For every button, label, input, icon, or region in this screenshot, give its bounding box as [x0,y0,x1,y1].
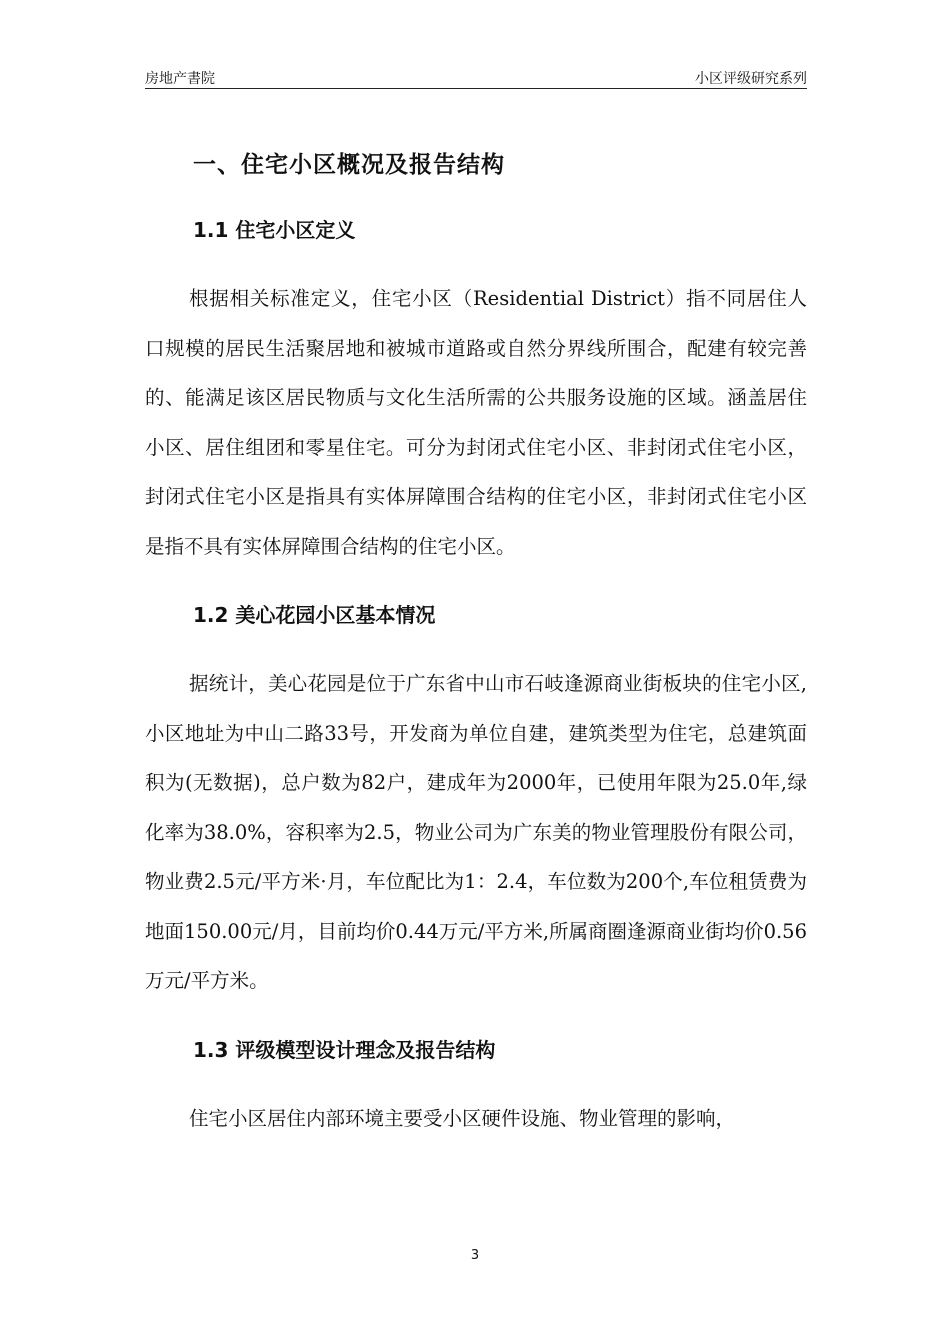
document-body [145,140,807,1143]
header-publisher: 房地产書院 [145,71,215,87]
header-series-title: 小区评级研究系列 [695,71,807,87]
section-heading-1-2: 1.2 美心花园小区基本情况 [193,603,436,627]
section-heading-1-1: 1.1 住宅小区定义 [193,218,356,242]
page-number: 3 [470,1248,480,1263]
section-paragraph-1-3: 住宅小区居住内部环境主要受小区硬件设施、物业管理的影响， [189,1106,736,1130]
section-paragraph-1-1: 根据相关标准定义，住宅小区（Residential District）指不同居住人口规模的居民生活聚居地和被城市道路或自然分界线所围合，配建有较完善的、能满足该区居民物质与文化生活所需的公共服务设施的区域。涵盖居住小区、居住组团和零星住宅。可分为封闭式住宅小区、非封闭式住宅小区，封闭式住宅小区是指具有实体屏障围合结构的住宅小区，非封闭式住宅小区是指不具有实体屏障围合结构的住宅小区。 [145,287,807,558]
page-header [145,66,807,89]
section-heading-1-3: 1.3 评级模型设计理念及报告结构 [193,1037,496,1062]
section-paragraph-1-2: 据统计，美心花园是位于广东省中山市石岐逢源商业街板块的住宅小区,小区地址为中山二路33号，开发商为单位自建，建筑类型为住宅，总建筑面积为(无数据)，总户数为82户，建成年为2000年，已使用年限为25.0年,绿化率为38.0%，容积率为2.5，物业公司为广东美的物业管理股份有限公司，物业费2.5元/平方米·月，车位配比为1：2.4，车位数为200个,车位租赁费为地面150.00元/月，目前均价0.44万元/平方米,所属商圈逢源商业街均价0.56万元/平方米。 [145,672,807,992]
chapter-title: 一、住宅小区概况及报告结构 [193,152,505,178]
